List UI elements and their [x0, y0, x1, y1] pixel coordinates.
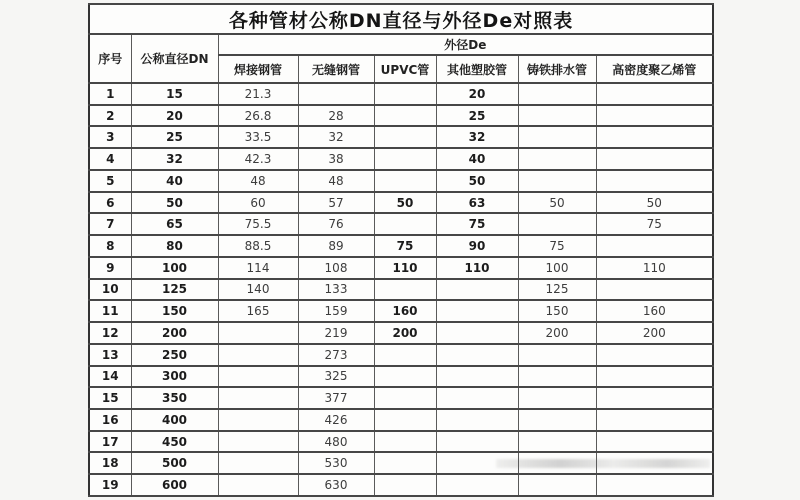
cast-iron-cell	[518, 105, 596, 127]
dn-cell: 125	[131, 279, 218, 301]
other-plastic-cell	[436, 409, 518, 431]
seamless-steel-cell: 108	[298, 257, 374, 279]
serial-cell: 17	[89, 431, 131, 453]
hdpe-cell	[596, 387, 713, 409]
header-row-group	[89, 34, 713, 55]
upvc-cell	[374, 148, 436, 170]
seamless-steel-cell: 377	[298, 387, 374, 409]
other-plastic-cell	[436, 344, 518, 366]
cast-iron-cell: 100	[518, 257, 596, 279]
table-row	[89, 279, 713, 301]
table-row	[89, 452, 713, 474]
seamless-steel-cell: 133	[298, 279, 374, 301]
serial-cell: 9	[89, 257, 131, 279]
table-row	[89, 148, 713, 170]
column-header-cast-iron: 铸铁排水管	[518, 55, 596, 83]
other-plastic-cell: 20	[436, 83, 518, 105]
hdpe-cell: 200	[596, 322, 713, 344]
seamless-steel-cell: 57	[298, 192, 374, 214]
column-header-hdpe: 高密度聚乙烯管	[596, 55, 713, 83]
dn-cell: 65	[131, 213, 218, 235]
serial-cell: 7	[89, 213, 131, 235]
other-plastic-cell: 90	[436, 235, 518, 257]
column-header-welded-steel: 焊接钢管	[218, 55, 298, 83]
dn-cell: 400	[131, 409, 218, 431]
column-header-upvc: UPVC管	[374, 55, 436, 83]
seamless-steel-cell: 28	[298, 105, 374, 127]
other-plastic-cell: 50	[436, 170, 518, 192]
hdpe-cell	[596, 452, 713, 474]
welded-steel-cell: 165	[218, 300, 298, 322]
welded-steel-cell: 48	[218, 170, 298, 192]
cast-iron-cell: 50	[518, 192, 596, 214]
other-plastic-cell	[436, 366, 518, 388]
serial-cell: 10	[89, 279, 131, 301]
pipe-dn-comparison-table	[88, 3, 714, 497]
dn-cell: 50	[131, 192, 218, 214]
column-header-serial: 序号	[89, 34, 131, 83]
other-plastic-cell	[436, 322, 518, 344]
hdpe-cell	[596, 366, 713, 388]
title-row	[89, 4, 713, 34]
upvc-cell	[374, 366, 436, 388]
other-plastic-cell: 25	[436, 105, 518, 127]
table-row	[89, 235, 713, 257]
seamless-steel-cell: 89	[298, 235, 374, 257]
cast-iron-cell	[518, 409, 596, 431]
table-row	[89, 300, 713, 322]
table-row	[89, 105, 713, 127]
hdpe-cell	[596, 409, 713, 431]
cast-iron-cell	[518, 431, 596, 453]
other-plastic-cell	[436, 474, 518, 496]
table-row	[89, 83, 713, 105]
dn-cell: 100	[131, 257, 218, 279]
cast-iron-cell	[518, 83, 596, 105]
hdpe-cell: 50	[596, 192, 713, 214]
serial-cell: 2	[89, 105, 131, 127]
dn-cell: 500	[131, 452, 218, 474]
upvc-cell	[374, 105, 436, 127]
table-row	[89, 322, 713, 344]
seamless-steel-cell: 219	[298, 322, 374, 344]
table-row	[89, 170, 713, 192]
dn-cell: 350	[131, 387, 218, 409]
upvc-cell	[374, 126, 436, 148]
dn-cell: 300	[131, 366, 218, 388]
cast-iron-cell	[518, 366, 596, 388]
serial-cell: 6	[89, 192, 131, 214]
upvc-cell: 200	[374, 322, 436, 344]
welded-steel-cell: 140	[218, 279, 298, 301]
welded-steel-cell	[218, 431, 298, 453]
hdpe-cell: 110	[596, 257, 713, 279]
other-plastic-cell: 110	[436, 257, 518, 279]
serial-cell: 16	[89, 409, 131, 431]
welded-steel-cell: 60	[218, 192, 298, 214]
dn-cell: 20	[131, 105, 218, 127]
cast-iron-cell: 200	[518, 322, 596, 344]
column-header-dn: 公称直径DN	[131, 34, 218, 83]
table-row	[89, 387, 713, 409]
serial-cell: 3	[89, 126, 131, 148]
serial-cell: 8	[89, 235, 131, 257]
other-plastic-cell	[436, 279, 518, 301]
welded-steel-cell	[218, 344, 298, 366]
cast-iron-cell: 150	[518, 300, 596, 322]
other-plastic-cell	[436, 452, 518, 474]
table-body	[89, 83, 713, 496]
hdpe-cell	[596, 474, 713, 496]
seamless-steel-cell: 76	[298, 213, 374, 235]
other-plastic-cell: 32	[436, 126, 518, 148]
cast-iron-cell	[518, 148, 596, 170]
table-row	[89, 257, 713, 279]
hdpe-cell	[596, 105, 713, 127]
dn-cell: 80	[131, 235, 218, 257]
hdpe-cell	[596, 235, 713, 257]
column-header-other-plastic: 其他塑胶管	[436, 55, 518, 83]
column-header-seamless-steel: 无缝钢管	[298, 55, 374, 83]
upvc-cell	[374, 83, 436, 105]
cast-iron-cell: 75	[518, 235, 596, 257]
upvc-cell	[374, 474, 436, 496]
cast-iron-cell	[518, 126, 596, 148]
upvc-cell: 50	[374, 192, 436, 214]
dn-cell: 15	[131, 83, 218, 105]
serial-cell: 12	[89, 322, 131, 344]
dn-cell: 25	[131, 126, 218, 148]
serial-cell: 11	[89, 300, 131, 322]
column-group-outer-diameter-de: 外径De	[218, 34, 713, 55]
upvc-cell	[374, 344, 436, 366]
hdpe-cell: 160	[596, 300, 713, 322]
welded-steel-cell	[218, 474, 298, 496]
seamless-steel-cell	[298, 83, 374, 105]
welded-steel-cell	[218, 409, 298, 431]
seamless-steel-cell: 530	[298, 452, 374, 474]
other-plastic-cell: 63	[436, 192, 518, 214]
hdpe-cell	[596, 279, 713, 301]
hdpe-cell: 75	[596, 213, 713, 235]
upvc-cell	[374, 409, 436, 431]
upvc-cell	[374, 213, 436, 235]
other-plastic-cell	[436, 431, 518, 453]
welded-steel-cell	[218, 452, 298, 474]
serial-cell: 18	[89, 452, 131, 474]
cast-iron-cell	[518, 474, 596, 496]
serial-cell: 14	[89, 366, 131, 388]
seamless-steel-cell: 630	[298, 474, 374, 496]
hdpe-cell	[596, 170, 713, 192]
seamless-steel-cell: 325	[298, 366, 374, 388]
serial-cell: 4	[89, 148, 131, 170]
serial-cell: 1	[89, 83, 131, 105]
welded-steel-cell	[218, 387, 298, 409]
dn-cell: 450	[131, 431, 218, 453]
welded-steel-cell	[218, 322, 298, 344]
upvc-cell: 110	[374, 257, 436, 279]
upvc-cell	[374, 452, 436, 474]
upvc-cell	[374, 170, 436, 192]
seamless-steel-cell: 32	[298, 126, 374, 148]
table-row	[89, 344, 713, 366]
other-plastic-cell	[436, 300, 518, 322]
dn-cell: 32	[131, 148, 218, 170]
upvc-cell	[374, 279, 436, 301]
table-title: 各种管材公称DN直径与外径De对照表	[89, 4, 713, 34]
table-row	[89, 431, 713, 453]
hdpe-cell	[596, 344, 713, 366]
seamless-steel-cell: 273	[298, 344, 374, 366]
dn-cell: 150	[131, 300, 218, 322]
serial-cell: 5	[89, 170, 131, 192]
dn-cell: 200	[131, 322, 218, 344]
other-plastic-cell: 75	[436, 213, 518, 235]
seamless-steel-cell: 38	[298, 148, 374, 170]
table-row	[89, 409, 713, 431]
welded-steel-cell: 114	[218, 257, 298, 279]
seamless-steel-cell: 48	[298, 170, 374, 192]
welded-steel-cell: 75.5	[218, 213, 298, 235]
welded-steel-cell: 33.5	[218, 126, 298, 148]
table-row	[89, 474, 713, 496]
upvc-cell	[374, 431, 436, 453]
welded-steel-cell: 42.3	[218, 148, 298, 170]
serial-cell: 15	[89, 387, 131, 409]
hdpe-cell	[596, 126, 713, 148]
hdpe-cell	[596, 431, 713, 453]
table-row	[89, 213, 713, 235]
seamless-steel-cell: 480	[298, 431, 374, 453]
upvc-cell: 160	[374, 300, 436, 322]
cast-iron-cell	[518, 387, 596, 409]
other-plastic-cell	[436, 387, 518, 409]
table-row	[89, 126, 713, 148]
welded-steel-cell: 21.3	[218, 83, 298, 105]
hdpe-cell	[596, 148, 713, 170]
dn-cell: 600	[131, 474, 218, 496]
table-row	[89, 366, 713, 388]
dn-cell: 250	[131, 344, 218, 366]
seamless-steel-cell: 159	[298, 300, 374, 322]
dn-cell: 40	[131, 170, 218, 192]
welded-steel-cell: 88.5	[218, 235, 298, 257]
serial-cell: 13	[89, 344, 131, 366]
welded-steel-cell	[218, 366, 298, 388]
cast-iron-cell	[518, 213, 596, 235]
cast-iron-cell	[518, 170, 596, 192]
cast-iron-cell	[518, 344, 596, 366]
other-plastic-cell: 40	[436, 148, 518, 170]
cast-iron-cell: 125	[518, 279, 596, 301]
serial-cell: 19	[89, 474, 131, 496]
seamless-steel-cell: 426	[298, 409, 374, 431]
table-row	[89, 192, 713, 214]
upvc-cell	[374, 387, 436, 409]
hdpe-cell	[596, 83, 713, 105]
welded-steel-cell: 26.8	[218, 105, 298, 127]
cast-iron-cell	[518, 452, 596, 474]
upvc-cell: 75	[374, 235, 436, 257]
